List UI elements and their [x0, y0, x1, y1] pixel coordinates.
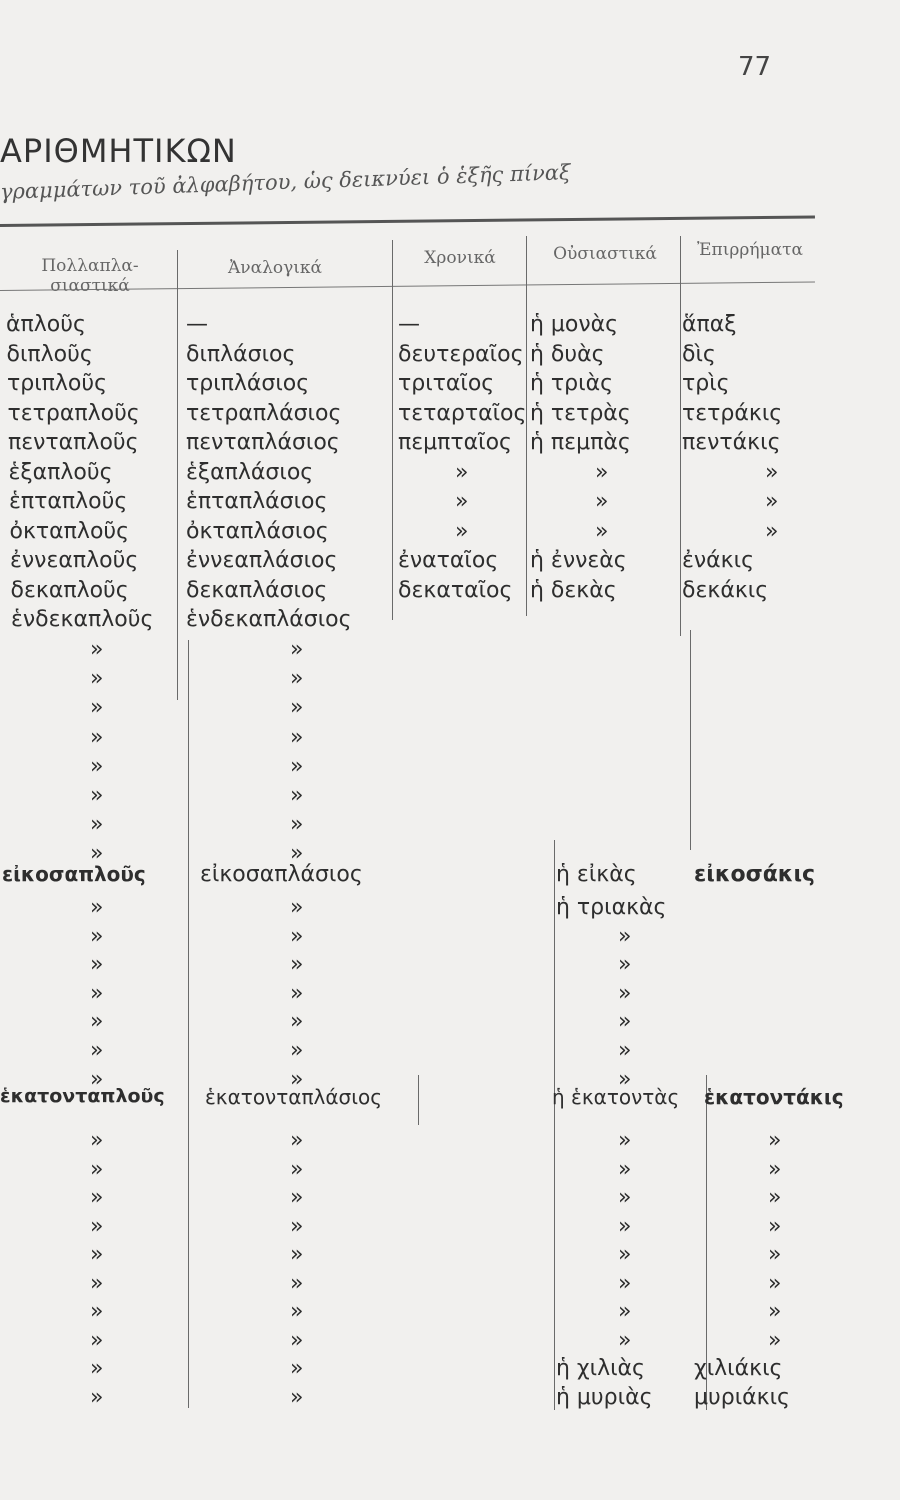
table-cell: » [90, 812, 104, 838]
table-cell: τρὶς [682, 371, 730, 396]
table-cell: πενταπλοῦς [8, 430, 139, 455]
table-cell: » [618, 1038, 632, 1063]
table-cell: » [90, 724, 104, 750]
table-top-rule [0, 215, 815, 227]
table-cell: » [290, 923, 304, 949]
table-cell: » [290, 1384, 304, 1410]
table-cell: » [90, 1156, 104, 1182]
table-cell: ἑνδεκαπλοῦς [11, 607, 154, 632]
table-cell: ἡ πεμπὰς [530, 430, 631, 455]
table-cell: » [768, 1213, 782, 1239]
table-cell: ἑκατονταπλάσιος [205, 1085, 382, 1109]
table-cell: ἡ δεκὰς [530, 577, 617, 603]
table-cell: » [618, 1185, 632, 1210]
table-cell: » [90, 1327, 104, 1353]
table-cell: » [768, 1185, 782, 1210]
table-cell: ὀκταπλάσιος [186, 518, 329, 544]
table-cell: δεκαπλοῦς [10, 577, 129, 603]
table-cell: » [290, 1128, 304, 1153]
table-cell: » [90, 1299, 104, 1324]
table-cell: » [90, 1009, 104, 1035]
table-cell: ἡ τριὰς [530, 371, 614, 396]
table-cell: δευτεραῖος [398, 341, 524, 367]
table-cell: » [290, 1327, 304, 1353]
table-cell: ἡ μυριὰς [556, 1384, 653, 1410]
table-cell: » [290, 1185, 304, 1210]
table-cell: » [290, 1038, 304, 1063]
table-cell: » [90, 895, 104, 920]
table-cell: τριπλοῦς [7, 371, 108, 396]
table-cell: » [618, 1242, 632, 1267]
column-header: Χρονικά [424, 248, 496, 268]
table-cell: » [290, 724, 304, 750]
table-cell: » [595, 459, 609, 485]
table-cell: τετράκις [682, 400, 783, 426]
column-divider [177, 250, 178, 700]
table-cell: ἑπταπλάσιος [186, 489, 328, 514]
table-cell: » [90, 1356, 104, 1381]
table-cell: » [90, 637, 104, 662]
column-header: Οὐσιαστικά [553, 244, 657, 264]
table-cell: ἡ μονὰς [530, 312, 619, 337]
table-cell: ἡ ἐννεὰς [530, 548, 627, 573]
table-cell: » [90, 666, 104, 692]
table-cell: δεκάκις [682, 577, 769, 603]
table-cell: » [90, 841, 104, 867]
column-header: Πολλαπλα-σιαστικά [41, 256, 139, 296]
table-cell: εἰκοσαπλοῦς [2, 862, 146, 886]
table-cell: » [290, 1066, 304, 1092]
table-cell: διπλοῦς [6, 341, 93, 367]
table-cell: » [290, 637, 304, 662]
table-cell: ἁπλοῦς [6, 312, 86, 337]
column-divider [680, 236, 681, 636]
table-cell: » [618, 1299, 632, 1324]
table-cell: » [90, 783, 104, 808]
table-cell: ἡ δυὰς [530, 341, 605, 367]
table-cell: ἡ χιλιὰς [556, 1356, 645, 1381]
table-cell: » [768, 1242, 782, 1267]
table-cell: » [290, 1156, 304, 1182]
table-cell: » [618, 1009, 632, 1035]
table-cell: » [768, 1128, 782, 1153]
table-cell: — [186, 312, 208, 337]
table-cell: » [90, 1242, 104, 1267]
column-divider [392, 240, 393, 620]
table-cell: τριπλάσιος [186, 371, 310, 396]
table-cell: τεταρταῖος [398, 400, 527, 426]
column-divider [554, 840, 555, 1410]
column-divider [188, 640, 189, 1408]
table-cell: » [90, 695, 104, 721]
table-cell: διπλάσιος [186, 341, 296, 367]
table-cell: » [290, 1356, 304, 1381]
table-cell: » [90, 1128, 104, 1153]
table-cell: » [768, 1299, 782, 1324]
table-cell: » [90, 923, 104, 949]
table-cell: ὀκταπλοῦς [9, 518, 130, 544]
table-cell: » [290, 783, 304, 808]
table-cell: ἐνάκις [682, 548, 755, 573]
table-cell: » [618, 980, 632, 1006]
column-divider [526, 236, 527, 616]
table-cell: ἐναταῖος [398, 548, 499, 573]
table-cell: » [90, 1384, 104, 1410]
table-cell: τετραπλοῦς [7, 400, 140, 426]
table-cell: ἑξαπλοῦς [8, 459, 113, 485]
table-cell: τετραπλάσιος [186, 400, 342, 426]
page-number: 77 [738, 52, 772, 82]
table-cell: » [618, 1213, 632, 1239]
table-cell: » [455, 518, 469, 544]
table-cell: » [595, 489, 609, 514]
table-cell: » [90, 952, 104, 978]
table-cell: » [618, 1156, 632, 1182]
table-cell: » [595, 518, 609, 544]
table-cell: δὶς [682, 341, 716, 367]
table-cell: » [90, 980, 104, 1006]
table-cell: » [90, 1270, 104, 1296]
table-cell: » [618, 952, 632, 978]
table-cell: ἡ ἑκατοντὰς [552, 1085, 680, 1109]
table-cell: ἑκατονταπλοῦς [0, 1085, 165, 1107]
table-cell: » [618, 1270, 632, 1296]
table-cell: ἡ τριακὰς [556, 895, 667, 920]
table-cell: δεκαταῖος [398, 577, 513, 603]
table-cell: » [290, 1299, 304, 1324]
page-subheading: γραμμάτων τοῦ ἀλφαβήτου, ὡς δεικνύει ὁ ἑξῆς πίναξ [0, 160, 571, 204]
table-cell: ἐννεαπλάσιος [186, 548, 338, 573]
table-cell: » [290, 952, 304, 978]
table-cell: » [290, 695, 304, 721]
table-cell: » [290, 1009, 304, 1035]
column-header: Ἀναλογικά [227, 258, 323, 278]
table-cell: » [290, 812, 304, 838]
table-cell: » [290, 1242, 304, 1267]
table-cell: » [618, 1327, 632, 1353]
table-cell: ἑξαπλάσιος [186, 459, 314, 485]
table-cell: » [90, 1185, 104, 1210]
table-cell: ἑπταπλοῦς [9, 489, 128, 514]
table-cell: » [618, 923, 632, 949]
table-cell: » [765, 518, 779, 544]
table-cell: ἐννεαπλοῦς [10, 548, 139, 573]
table-cell: » [90, 1066, 104, 1092]
table-cell: » [90, 753, 104, 779]
table-cell: ἡ τετρὰς [530, 400, 631, 426]
column-divider [690, 630, 691, 850]
table-cell: » [618, 1066, 632, 1092]
table-cell: » [455, 459, 469, 485]
table-cell: ἡ εἰκὰς [556, 862, 637, 887]
table-cell: μυριάκις [694, 1384, 790, 1410]
column-header: Ἐπιρρήματα [697, 240, 803, 260]
table-cell: » [290, 841, 304, 867]
table-cell: πενταπλάσιος [186, 430, 340, 455]
table-cell: » [90, 1038, 104, 1063]
table-cell: πεμπταῖος [398, 430, 512, 455]
table-cell: τριταῖος [398, 371, 495, 396]
table-cell: — [398, 312, 420, 337]
table-cell: » [290, 895, 304, 920]
table-cell: » [290, 1213, 304, 1239]
table-cell: » [455, 489, 469, 514]
table-cell: » [90, 1213, 104, 1239]
table-cell: ἑκατοντάκις [704, 1085, 844, 1109]
table-cell: » [768, 1327, 782, 1353]
table-cell: ἅπαξ [682, 312, 737, 337]
table-cell: δεκαπλάσιος [186, 577, 328, 603]
table-cell: » [290, 1270, 304, 1296]
table-cell: » [765, 489, 779, 514]
table-cell: εἰκοσαπλάσιος [200, 862, 363, 887]
table-cell: » [768, 1156, 782, 1182]
table-cell: » [765, 459, 779, 485]
table-cell: » [618, 1128, 632, 1153]
page-heading: ΑΡΙΘΜΗΤΙΚΩΝ [0, 132, 237, 170]
column-divider [418, 1075, 419, 1125]
table-cell: ἑνδεκαπλάσιος [186, 607, 352, 632]
table-cell: πεντάκις [682, 430, 781, 455]
table-cell: » [290, 753, 304, 779]
table-cell: » [290, 666, 304, 692]
table-cell: εἰκοσάκις [694, 862, 816, 887]
table-cell: » [290, 980, 304, 1006]
table-cell: » [768, 1270, 782, 1296]
table-cell: χιλιάκις [694, 1356, 783, 1381]
